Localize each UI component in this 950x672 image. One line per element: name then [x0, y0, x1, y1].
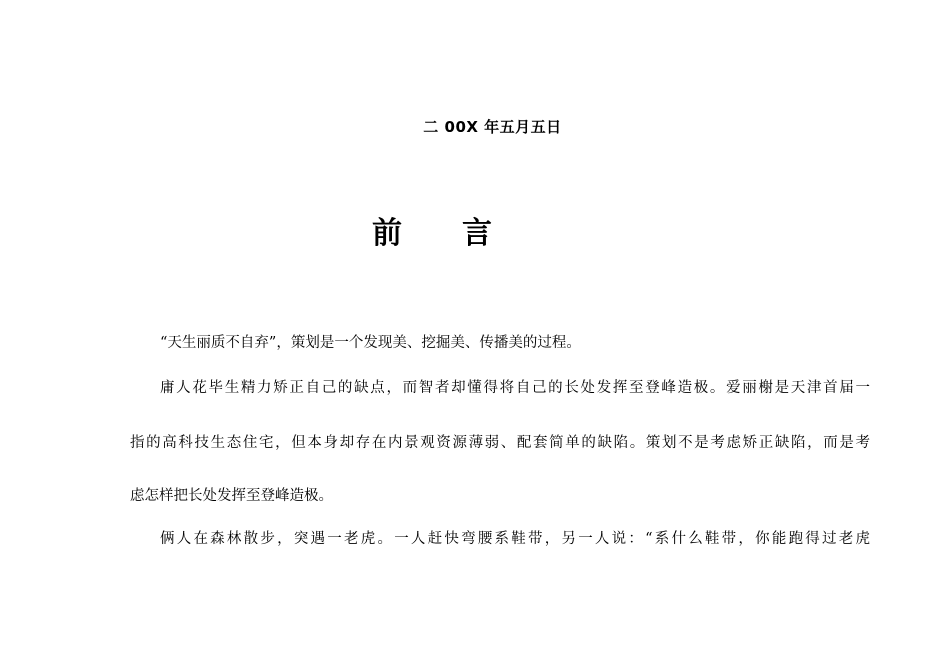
paragraph-2-line-1: 庸人花毕生精力矫正自己的缺点，而智者却懂得将自己的长处发挥至登峰造极。爱丽榭是天津首届一	[160, 380, 870, 396]
document-date: 二 00X 年五月五日	[423, 118, 562, 136]
paragraph-2-line-3: 虑怎样把长处发挥至登峰造极。	[130, 488, 333, 504]
paragraph-3-line-1: 俩人在森林散步，突遇一老虎。一人赶快弯腰系鞋带，另一人说：“系什么鞋带，你能跑得过老虎	[160, 531, 870, 547]
preface-heading-char-1: 前	[372, 216, 402, 251]
paragraph-1-line-1: “天生丽质不自弃”，策划是一个发现美、挖掘美、传播美的过程。	[160, 335, 581, 351]
preface-heading-char-2: 言	[462, 216, 492, 251]
preface-heading	[372, 208, 492, 252]
paragraph-2-line-2: 指的高科技生态住宅，但本身却存在内景观资源薄弱、配套简单的缺陷。策划不是考虑矫正缺陷，而是考	[130, 435, 870, 451]
